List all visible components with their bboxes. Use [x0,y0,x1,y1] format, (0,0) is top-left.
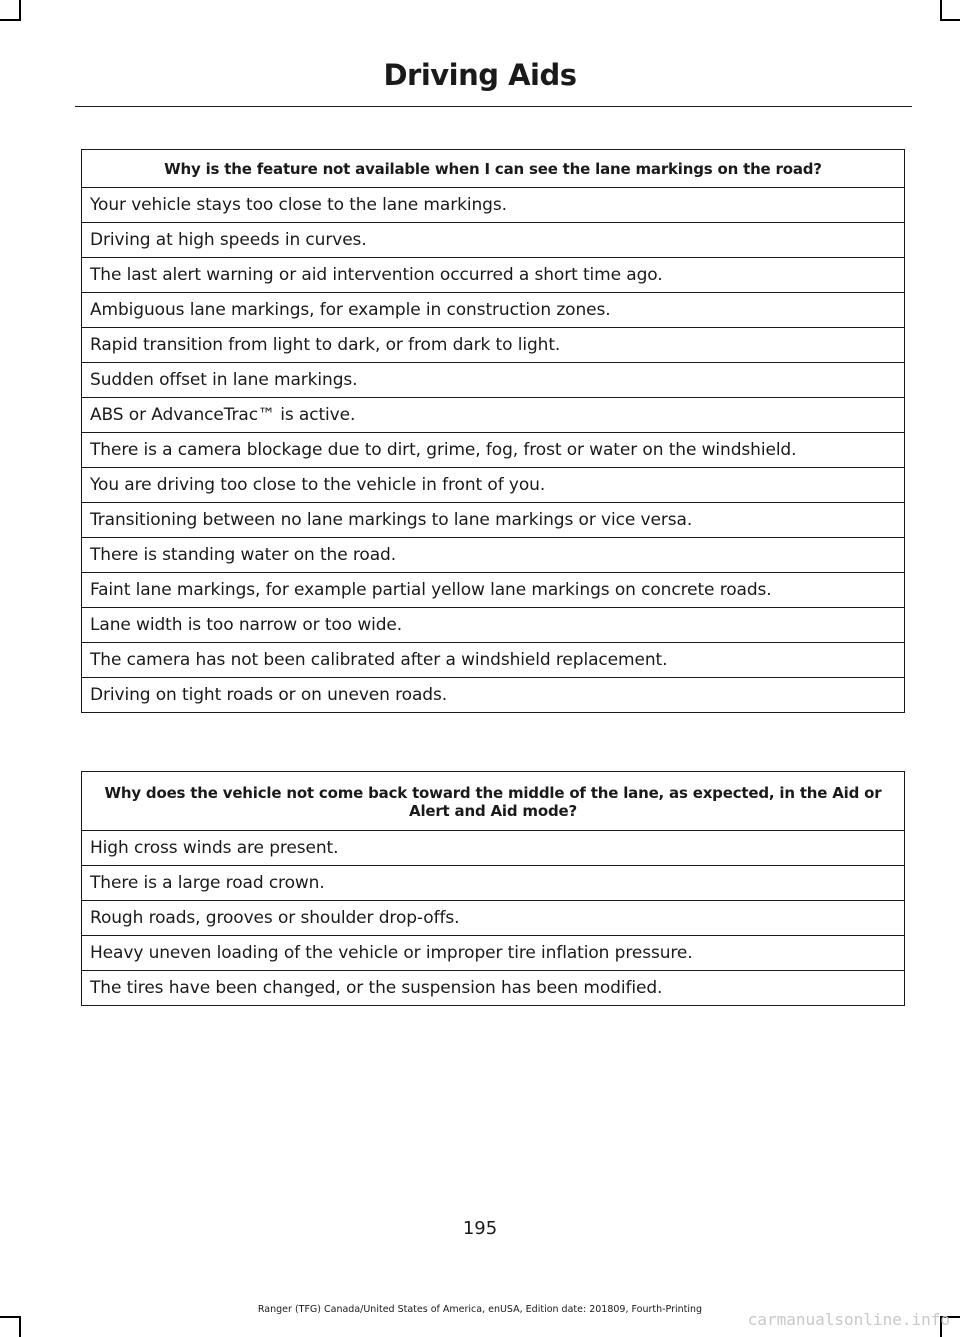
table-cell: Your vehicle stays too close to the lane markings. [82,188,905,223]
title-divider [75,106,912,107]
table-cell: ABS or AdvanceTrac™ is active. [82,398,905,433]
table-row [82,643,905,678]
crop-mark-top-left [0,19,21,21]
table-row [82,866,905,901]
watermark: carmanualsonline.info [747,1310,950,1329]
table-cell: Driving at high speeds in curves. [82,223,905,258]
crop-mark-top-right [940,19,960,21]
table-cell: The last alert warning or aid intervention occurred a short time ago. [82,258,905,293]
crop-mark-top-right [940,0,942,21]
table-row [82,971,905,1006]
table-row [82,678,905,713]
crop-mark-bottom-left [0,1316,21,1318]
page-number: 195 [462,1218,498,1239]
table-row [82,398,905,433]
table-row [82,608,905,643]
crop-mark-bottom-left [19,1316,21,1337]
table-question: Why does the vehicle not come back toward the middle of the lane, as expected, in the Aid or Alert and Aid mode? [82,772,905,831]
crop-mark-top-left [19,0,21,21]
table-cell: Driving on tight roads or on uneven roads. [82,678,905,713]
table-cell: There is standing water on the road. [82,538,905,573]
table-cell: The camera has not been calibrated after a windshield replacement. [82,643,905,678]
table-cell: High cross winds are present. [82,831,905,866]
table-row [82,188,905,223]
page-title: Driving Aids [383,58,577,92]
faq-table-lane-markings [81,149,905,713]
edition-footer: Ranger (TFG) Canada/United States of America, enUSA, Edition date: 201809, Fourth-Printing [257,1304,703,1315]
table-header-row [82,150,905,188]
table-row [82,573,905,608]
table-question: Why is the feature not available when I can see the lane markings on the road? [82,150,905,188]
table-cell: Rapid transition from light to dark, or from dark to light. [82,328,905,363]
table-row [82,258,905,293]
table-cell: Ambiguous lane markings, for example in construction zones. [82,293,905,328]
table-row [82,468,905,503]
table-row [82,831,905,866]
table-row [82,223,905,258]
table-row [82,538,905,573]
table-row [82,936,905,971]
faq-table-lane-centering [81,771,905,1006]
table-row [82,503,905,538]
table-row [82,363,905,398]
table-cell: Lane width is too narrow or too wide. [82,608,905,643]
table-row [82,293,905,328]
table-row [82,433,905,468]
table-row [82,901,905,936]
table-cell: There is a camera blockage due to dirt, grime, fog, frost or water on the windshield. [82,433,905,468]
table-row [82,328,905,363]
table-cell: You are driving too close to the vehicle in front of you. [82,468,905,503]
table-cell: Transitioning between no lane markings to lane markings or vice versa. [82,503,905,538]
table-cell: Heavy uneven loading of the vehicle or improper tire inflation pressure. [82,936,905,971]
table-header-row [82,772,905,831]
table-cell: There is a large road crown. [82,866,905,901]
table-cell: Sudden offset in lane markings. [82,363,905,398]
table-cell: Faint lane markings, for example partial yellow lane markings on concrete roads. [82,573,905,608]
table-cell: Rough roads, grooves or shoulder drop-offs. [82,901,905,936]
table-cell: The tires have been changed, or the suspension has been modified. [82,971,905,1006]
